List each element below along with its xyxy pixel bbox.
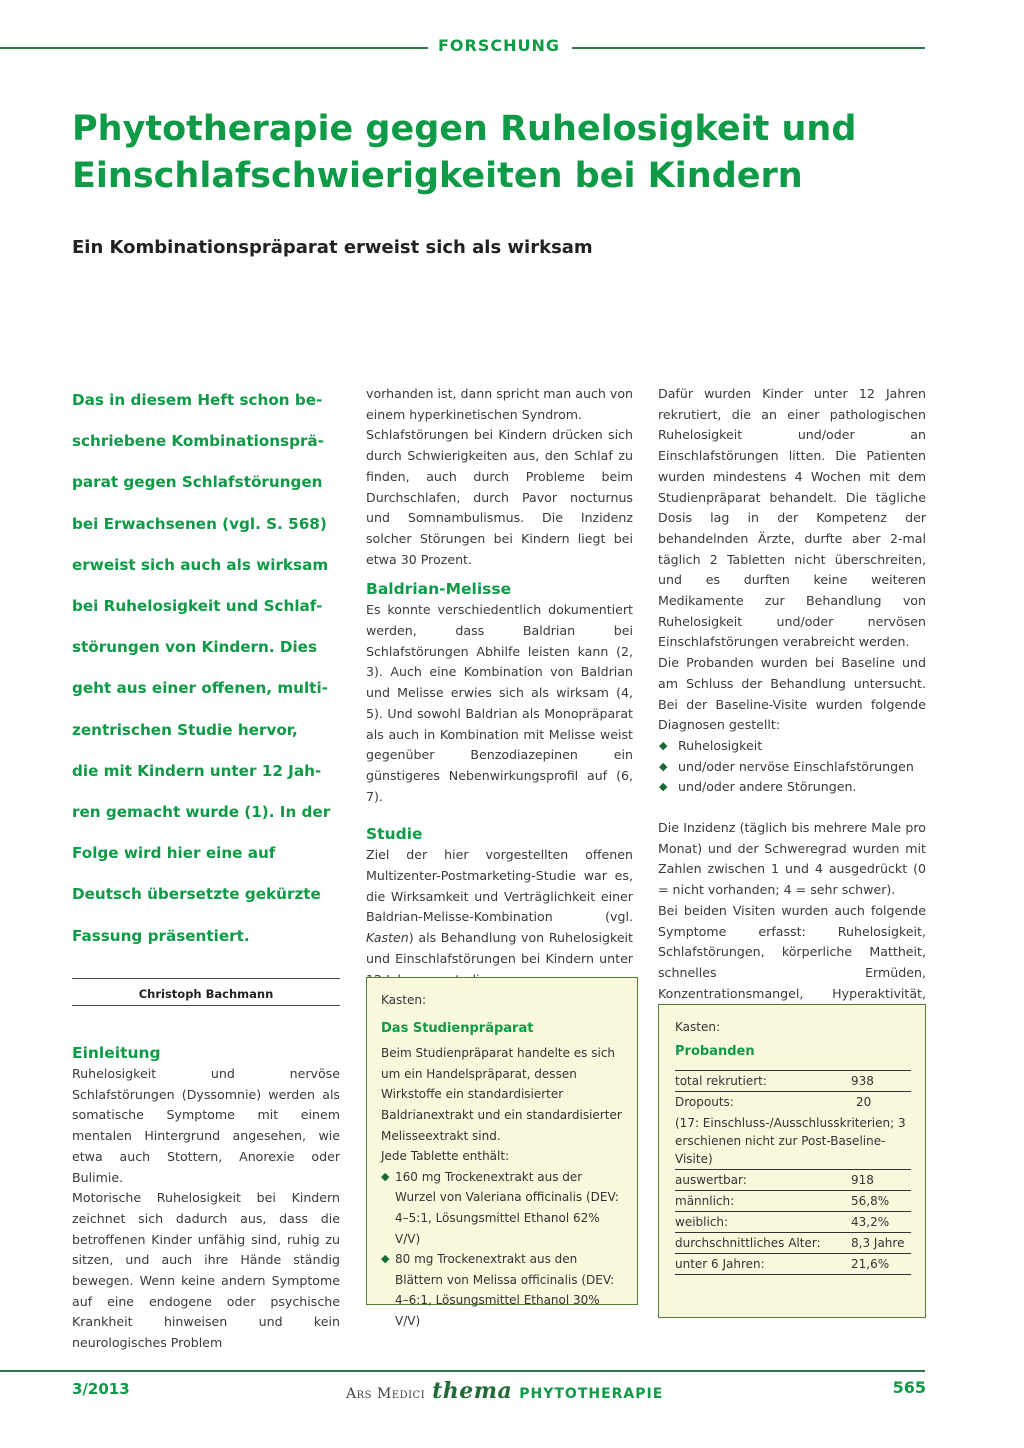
col3-paragraph-4: Bei beiden Visiten wurden auch folgende Symptome erfasst: Ruhelosigkeit, Schlafstörungen, körperliche Mattheit, schnelles Ermüden, Konzentrationsmangel, Hyperaktivität,	[658, 902, 926, 1001]
lead-line: Fassung präsentiert.	[72, 926, 250, 945]
box-title: Probanden	[675, 1043, 755, 1059]
diamond-bullet-icon: ◆	[381, 1252, 390, 1266]
table-row	[675, 1112, 911, 1170]
col3-paragraph-2: Die Probanden wurden bei Baseline und am Schluss der Behandlung untersucht. Bei der Baseline-Visite wurden folgende Diagnosen gestellt:	[658, 655, 926, 733]
issue-number: 3/2013	[72, 1380, 130, 1398]
lead-line: erweist sich auch als wirksam	[72, 555, 329, 574]
footer-rule	[0, 1370, 925, 1372]
box-probanden	[658, 1004, 926, 1318]
col2-paragraph-3: Es konnte verschiedentlich dokumentiert werden, dass Baldrian bei Schlafstörungen Abhilfe leisten kann (2, 3). Auch eine Kombination von Baldrian und Melisse erwies sich als wirksam (4, 5). Und sowohl Baldrian als Monopräparat als auch in Kombination mit Melisse weist gegenüber Benzodiazepinen ein günstigeres Nebenwirkungsprofil auf (6, 7).	[366, 602, 633, 804]
einleitung-paragraph-2: Motorische Ruhelosigkeit bei Kindern zeichnet sich dadurch aus, dass die betroffenen Kinder unfähig sind, ruhig zu sitzen, und auch ihre Hände ständig bewegen. Wenn keine andern Symptome auf eine endogene oder psychische Krankheit hinweisen und kein neurologisches Problem	[72, 1190, 340, 1351]
column-right	[658, 384, 926, 1025]
dropout-note: (17: Einschluss-/Ausschlusskriterien; 3 erschienen nicht zur Post-Baseline-Visite)	[675, 1112, 911, 1170]
article-subtitle: Ein Kombinationspräparat erweist sich als wirksam	[72, 237, 593, 258]
article-title	[72, 106, 952, 200]
lead-line: Das in diesem Heft schon be-	[72, 391, 323, 409]
box-kasten-label: Kasten:	[381, 993, 426, 1007]
kasten-reference: Kasten	[366, 930, 409, 946]
heading-baldrian-melisse: Baldrian-Melisse	[366, 580, 512, 599]
lead-line: Deutsch übersetzte gekürzte	[72, 885, 321, 904]
einleitung-paragraph-1: Ruhelosigkeit und nervöse Schlafstörungen (Dyssomnie) werden als somatische Symptome mit einem mentalen Hintergrund angesehen, wie etwa auch Stottern, Anorexie oder Bulimie.	[72, 1066, 340, 1185]
author-byline: Christoph Bachmann	[72, 978, 340, 1006]
table-row: auswertbar: 918	[675, 1170, 911, 1191]
table-row: durchschnittliches Alter: 8,3 Jahre	[675, 1233, 911, 1254]
lead-line: zentrischen Studie hervor,	[72, 720, 298, 739]
lead-line: störungen von Kindern. Dies	[72, 638, 318, 657]
lead-line: bei Erwachsenen (vgl. S. 568)	[72, 514, 327, 533]
col2-p4-text-b: ) als Behandlung von Ruhelosigkeit und Einschlafstörungen bei Kindern unter	[366, 930, 633, 966]
diagnosis-list	[658, 736, 926, 798]
column-einleitung	[72, 1043, 340, 1354]
lead-line: die mit Kindern unter 12 Jah-	[72, 761, 322, 780]
brand-ars-medici: Ars Medici	[346, 1386, 426, 1402]
list-item: ◆ und/oder nervöse Einschlafstörungen	[658, 757, 926, 778]
header-rule-right	[572, 47, 925, 49]
box-ingredient-list	[381, 1167, 625, 1332]
table-row: Dropouts: 20	[675, 1095, 872, 1110]
brand-section: PHYTOTHERAPIE	[519, 1386, 664, 1402]
brand-logo	[346, 1378, 663, 1404]
lead-line: ren gemacht wurde (1). In der	[72, 803, 331, 822]
column-middle	[366, 384, 633, 990]
table-row: total rekrutiert: 938	[675, 1071, 911, 1092]
col2-paragraph-4	[366, 845, 633, 990]
diamond-bullet-icon: ◆	[659, 759, 668, 773]
col3-paragraph-1: Dafür wurden Kinder unter 12 Jahren rekrutiert, die an einer pathologischen Ruhelosigkeit und/oder an Einschlafstörungen litten. Die Patienten wurden mindestens 4 Wochen mit dem Studienpräparat behandelt. Die tägliche Dosis lag in der Kompetenz der behandelnden Ärzte, durfte aber 2-mal täglich 2 Tabletten nicht überschreiten, und es durften keine weiteren Medikamente zur Behandlung von Ruhelosigkeit und/oder nervösen Einschlafstörungen verabreicht werden.	[658, 386, 926, 650]
list-item: ◆ und/oder andere Störungen.	[658, 777, 926, 798]
page-number: 565	[892, 1378, 926, 1397]
lead-line: bei Ruhelosigkeit und Schlaf-	[72, 597, 323, 616]
diamond-bullet-icon: ◆	[659, 780, 668, 794]
list-item: ◆ 160 mg Trockenextrakt aus der Wurzel von Valeriana officinalis (DEV: 4–5:1, Lösungsmittel Ethanol 62% V/V)	[381, 1167, 625, 1249]
heading-studie: Studie	[366, 825, 423, 844]
table-row: unter 6 Jahren: 21,6%	[675, 1254, 911, 1275]
list-item: ◆ 80 mg Trockenextrakt aus den Blättern von Melissa officinalis (DEV: 4–6:1, Lösungsmittel Ethanol 30% V/V)	[381, 1249, 625, 1331]
lead-line: parat gegen Schlafstörungen	[72, 473, 323, 492]
lead-paragraph	[72, 380, 342, 957]
brand-thema: thema	[432, 1378, 513, 1404]
diamond-bullet-icon: ◆	[659, 738, 668, 752]
section-label: FORSCHUNG	[437, 36, 561, 55]
diamond-bullet-icon: ◆	[381, 1169, 390, 1183]
table-row: weiblich: 43,2%	[675, 1212, 911, 1233]
col2-paragraph-2: Schlafstörungen bei Kindern drücken sich durch Schwierigkeiten aus, den Schlaf zu finden, auch durch Probleme beim Durchschlafen, durch Pavor nocturnus und Somnambulismus. Die Inzidenz solcher Störungen bei Kindern liegt bei etwa 30 Prozent.	[366, 427, 633, 567]
table-row: männlich: 56,8%	[675, 1191, 911, 1212]
list-item: ◆ Ruhelosigkeit	[658, 736, 926, 757]
col2-p4-text-a: Ziel der hier vorgestellten offenen Multizenter-Postmarketing-Studie war es, die Wirksamkeit und Verträglichkeit einer Baldrian-Melisse-Kombination (vgl.	[366, 847, 633, 925]
title-line-1: Phytotherapie gegen Ruhelosigkeit und	[72, 109, 857, 149]
box-tablet-intro: Jede Tablette enthält:	[381, 1149, 510, 1164]
lead-line: schriebene Kombinationsprä-	[72, 432, 324, 451]
box-title: Das Studienpräparat	[381, 1020, 534, 1036]
box-text: Beim Studienpräparat handelte es sich um ein Handelspräparat, dessen Wirkstoffe ein standardisierter Baldrianextrakt und ein standardisierter Melisseextrakt sind.	[381, 1046, 622, 1143]
box-studienpraeparat	[366, 977, 638, 1328]
header-rule-left	[0, 47, 428, 49]
col3-paragraph-3: Die Inzidenz (täglich bis mehrere Male pro Monat) und der Schweregrad wurden mit Zahlen zwischen 1 und 4 ausgedrückt (0 = nicht vorhanden; 4 = sehr schwer).	[658, 820, 926, 898]
lead-line: geht aus einer offenen, multi-	[72, 679, 328, 698]
title-line-2: Einschlafschwierigkeiten bei Kindern	[72, 156, 803, 196]
heading-einleitung: Einleitung	[72, 1044, 161, 1062]
probanden-table	[675, 1070, 911, 1275]
box-kasten-label: Kasten:	[675, 1020, 720, 1034]
col2-paragraph-1: vorhanden ist, dann spricht man auch von einem hyperkinetischen Syndrom.	[366, 386, 634, 422]
lead-line: Folge wird hier eine auf	[72, 844, 276, 863]
